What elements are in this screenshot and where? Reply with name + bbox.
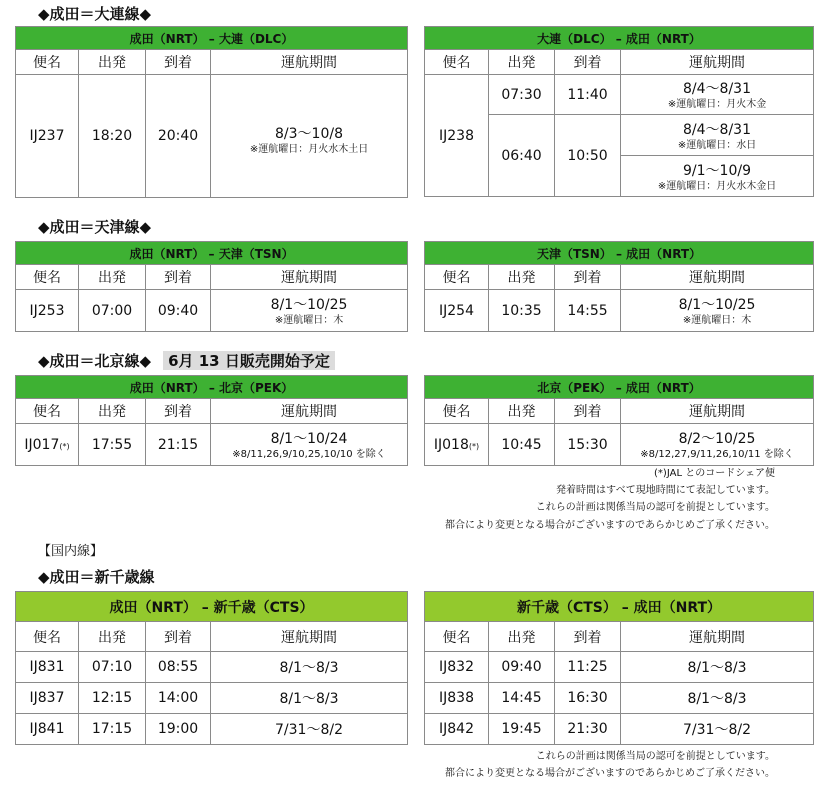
col-header-flight: 便名 — [425, 399, 489, 424]
operation-period: 8/1～8/3 — [621, 683, 814, 714]
table-title: 新千歳（CTS） – 成田（NRT） — [425, 592, 814, 622]
operating-days: ※運航曜日：月火水木金日 — [657, 180, 777, 192]
beijing-outbound-table — [15, 375, 408, 466]
table-row — [425, 714, 814, 745]
col-header-arrival: 到着 — [555, 622, 621, 652]
departure-time: 09:40 — [489, 652, 555, 683]
flight-number: IJ831 — [16, 652, 79, 683]
dalian-outbound-table — [15, 26, 408, 198]
departure-time: 17:15 — [79, 714, 146, 745]
arrival-time: 16:30 — [555, 683, 621, 714]
period-text: 8/4～8/31 — [683, 81, 751, 97]
operation-period — [211, 424, 408, 466]
departure-time: 07:10 — [79, 652, 146, 683]
table-title: 北京（PEK） – 成田（NRT） — [425, 376, 814, 399]
col-header-departure: 出発 — [79, 50, 146, 75]
table-row — [425, 424, 814, 466]
col-header-period: 運航期間 — [621, 622, 814, 652]
departure-time: 10:45 — [489, 424, 555, 466]
col-header-arrival: 到着 — [146, 622, 211, 652]
operating-days: ※運航曜日：木 — [274, 315, 344, 326]
excluded-dates: ※8/11,26,9/10,25,10/10 を除く — [232, 449, 386, 460]
col-header-period: 運航期間 — [211, 265, 408, 290]
operation-period: 8/1～8/3 — [211, 652, 408, 683]
domestic-label: 【国内線】 — [38, 544, 104, 559]
col-header-period: 運航期間 — [211, 622, 408, 652]
period-text: 8/4～8/31 — [683, 121, 751, 138]
flight-number — [425, 424, 489, 466]
arrival-time: 15:30 — [555, 424, 621, 466]
flight-number: IJ253 — [16, 290, 79, 332]
departure-time: 19:45 — [489, 714, 555, 745]
period-text: 8/1～10/25 — [270, 297, 348, 313]
table-row — [16, 75, 408, 198]
col-header-departure: 出発 — [79, 622, 146, 652]
departure-time: 07:00 — [79, 290, 146, 332]
period-text: 8/1～10/25 — [678, 297, 756, 313]
table-title: 成田（NRT） – 新千歳（CTS） — [16, 592, 408, 622]
section-heading-beijing — [38, 351, 335, 370]
table-title: 成田（NRT） – 北京（PEK） — [16, 376, 408, 399]
sapporo-inbound-table — [424, 591, 814, 745]
table-row — [16, 424, 408, 466]
note-codeshare: (*)JAL とのコードシェア便 — [654, 468, 775, 479]
operation-period — [621, 156, 814, 197]
operating-days: ※運航曜日：水日 — [677, 139, 757, 151]
heading-text: ◆成田＝北京線◆ — [38, 352, 152, 370]
codeshare-mark: (*) — [468, 441, 480, 451]
dalian-inbound-table — [424, 26, 814, 197]
section-heading-tianjin: ◆成田＝天津線◆ — [38, 218, 152, 236]
sapporo-outbound-table — [15, 591, 408, 745]
flight-code: IJ017 — [24, 436, 60, 453]
operation-period — [211, 75, 408, 198]
table-row — [16, 714, 408, 745]
table-row — [425, 290, 814, 332]
operation-period: 8/1～8/3 — [211, 683, 408, 714]
flight-number: IJ254 — [425, 290, 489, 332]
flight-number: IJ842 — [425, 714, 489, 745]
flight-number — [16, 424, 79, 466]
table-row — [425, 75, 814, 115]
section-heading-sapporo: ◆成田＝新千歳線 — [38, 568, 155, 586]
section-heading-dalian: ◆成田＝大連線◆ — [38, 5, 152, 23]
col-header-flight: 便名 — [16, 399, 79, 424]
col-header-arrival: 到着 — [146, 265, 211, 290]
note-approval: これらの計画は関係当局の認可を前提としています。 — [535, 502, 775, 513]
operation-period: 8/1～8/3 — [621, 652, 814, 683]
period-text: 9/1～10/9 — [683, 162, 751, 179]
note-approval-domestic: これらの計画は関係当局の認可を前提としています。 — [535, 751, 775, 762]
col-header-departure: 出発 — [489, 622, 555, 652]
flight-number: IJ237 — [16, 75, 79, 198]
table-title: 成田（NRT） – 大連（DLC） — [16, 27, 408, 50]
excluded-dates: ※8/12,27,9/11,26,10/11 を除く — [640, 449, 794, 460]
col-header-arrival: 到着 — [555, 399, 621, 424]
flight-number: IJ238 — [425, 75, 489, 197]
operation-period — [211, 290, 408, 332]
col-header-arrival: 到着 — [146, 50, 211, 75]
col-header-flight: 便名 — [425, 50, 489, 75]
period-text: 8/1～10/24 — [270, 431, 348, 447]
operating-days: ※運航曜日：木 — [682, 315, 752, 326]
operating-days: ※運航曜日：月火木金 — [667, 99, 767, 110]
table-row — [425, 652, 814, 683]
flight-number: IJ838 — [425, 683, 489, 714]
col-header-arrival: 到着 — [555, 50, 621, 75]
note-change: 都合により変更となる場合がございますのであらかじめご了承ください。 — [445, 520, 775, 531]
flight-number: IJ832 — [425, 652, 489, 683]
operation-period — [621, 424, 814, 466]
arrival-time: 21:15 — [146, 424, 211, 466]
arrival-time: 10:50 — [555, 115, 621, 197]
period-text: 8/2～10/25 — [678, 431, 756, 447]
col-header-departure: 出発 — [489, 50, 555, 75]
arrival-time: 21:30 — [555, 714, 621, 745]
col-header-flight: 便名 — [425, 265, 489, 290]
table-row — [425, 683, 814, 714]
operation-period: 7/31～8/2 — [211, 714, 408, 745]
col-header-period: 運航期間 — [621, 265, 814, 290]
departure-time: 17:55 — [79, 424, 146, 466]
operation-period: 7/31～8/2 — [621, 714, 814, 745]
col-header-departure: 出発 — [79, 265, 146, 290]
arrival-time: 11:40 — [555, 75, 621, 115]
codeshare-mark: (*) — [59, 441, 70, 451]
departure-time: 12:15 — [79, 683, 146, 714]
col-header-departure: 出発 — [489, 399, 555, 424]
operation-period — [621, 115, 814, 156]
note-local-time: 発着時間はすべて現地時間にて表記しています。 — [556, 485, 775, 496]
flight-number: IJ841 — [16, 714, 79, 745]
col-header-flight: 便名 — [16, 622, 79, 652]
col-header-flight: 便名 — [16, 50, 79, 75]
col-header-departure: 出発 — [489, 265, 555, 290]
operating-days: ※運航曜日：月火水木土日 — [249, 143, 369, 155]
departure-time: 18:20 — [79, 75, 146, 198]
arrival-time: 19:00 — [146, 714, 211, 745]
table-row — [16, 290, 408, 332]
table-row — [16, 652, 408, 683]
table-row — [16, 683, 408, 714]
arrival-time: 09:40 — [146, 290, 211, 332]
arrival-time: 08:55 — [146, 652, 211, 683]
operation-period — [621, 290, 814, 332]
departure-time: 10:35 — [489, 290, 555, 332]
col-header-flight: 便名 — [425, 622, 489, 652]
col-header-flight: 便名 — [16, 265, 79, 290]
table-title: 天津（TSN） – 成田（NRT） — [425, 242, 814, 265]
departure-time: 07:30 — [489, 75, 555, 115]
arrival-time: 14:00 — [146, 683, 211, 714]
tianjin-outbound-table — [15, 241, 408, 332]
departure-time: 14:45 — [489, 683, 555, 714]
table-title: 成田（NRT） – 天津（TSN） — [16, 242, 408, 265]
tianjin-inbound-table — [424, 241, 814, 332]
departure-time: 06:40 — [489, 115, 555, 197]
beijing-inbound-table — [424, 375, 814, 466]
col-header-arrival: 到着 — [146, 399, 211, 424]
arrival-time: 20:40 — [146, 75, 211, 198]
col-header-departure: 出発 — [79, 399, 146, 424]
arrival-time: 11:25 — [555, 652, 621, 683]
table-title: 大連（DLC） – 成田（NRT） — [425, 27, 814, 50]
col-header-period: 運航期間 — [621, 399, 814, 424]
arrival-time: 14:55 — [555, 290, 621, 332]
col-header-period: 運航期間 — [211, 399, 408, 424]
col-header-period: 運航期間 — [621, 50, 814, 75]
sale-start-badge: 6月 13 日販売開始予定 — [163, 351, 335, 370]
period-text: 8/3～10/8 — [275, 125, 343, 142]
col-header-period: 運航期間 — [211, 50, 408, 75]
flight-code: IJ018 — [433, 436, 469, 453]
col-header-arrival: 到着 — [555, 265, 621, 290]
note-change-domestic: 都合により変更となる場合がございますのであらかじめご了承ください。 — [445, 768, 775, 779]
operation-period — [621, 75, 814, 115]
flight-number: IJ837 — [16, 683, 79, 714]
